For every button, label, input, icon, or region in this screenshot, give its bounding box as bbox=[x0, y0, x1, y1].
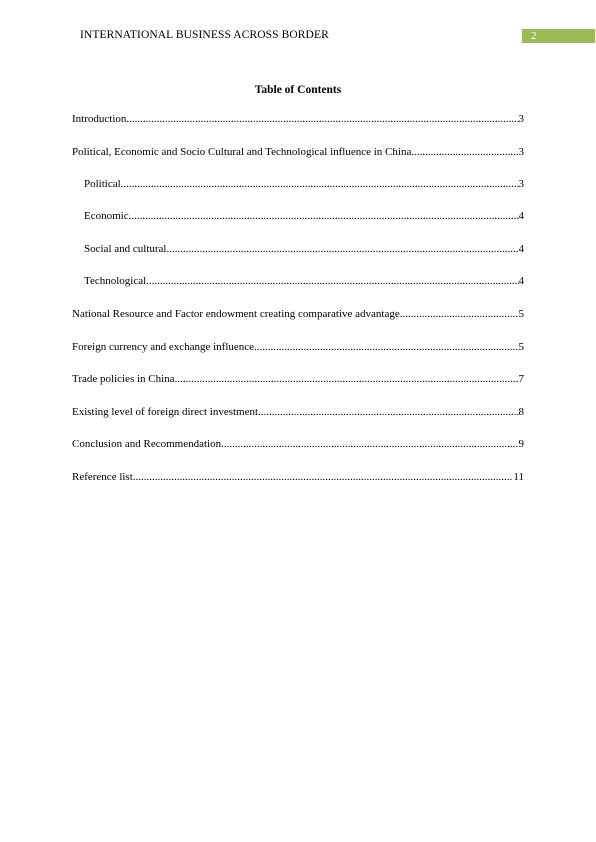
toc-entry-introduction[interactable] bbox=[72, 112, 524, 126]
toc-entry-national-resource[interactable] bbox=[72, 307, 524, 321]
toc-entry-page[interactable]: 3 bbox=[518, 146, 524, 158]
toc-dot-leader bbox=[254, 340, 518, 354]
toc-dot-leader bbox=[400, 307, 519, 321]
toc-entry-label[interactable]: Existing level of foreign direct investment bbox=[72, 406, 259, 418]
toc-entry-trade-policies[interactable] bbox=[72, 372, 524, 386]
toc-entry-page[interactable]: 4 bbox=[518, 243, 524, 255]
running-header-title: INTERNATIONAL BUSINESS ACROSS BORDER bbox=[80, 29, 329, 41]
toc-entry-page[interactable]: 5 bbox=[518, 341, 524, 353]
toc-entry-label[interactable]: National Resource and Factor endowment creating comparative advantage bbox=[72, 308, 400, 320]
toc-dot-leader bbox=[126, 112, 518, 126]
toc-dot-leader bbox=[411, 145, 518, 159]
toc-entry-foreign-currency[interactable] bbox=[72, 340, 524, 354]
toc-entry-political[interactable] bbox=[84, 177, 524, 191]
toc-dot-leader bbox=[166, 242, 518, 256]
toc-dot-leader bbox=[121, 177, 519, 191]
toc-entry-label[interactable]: Foreign currency and exchange influence bbox=[72, 341, 255, 353]
toc-dot-leader bbox=[146, 274, 518, 288]
toc-entry-page[interactable]: 4 bbox=[518, 275, 524, 287]
toc-entry-label[interactable]: Conclusion and Recommendation bbox=[72, 438, 222, 450]
toc-dot-leader bbox=[221, 437, 518, 451]
toc-entry-page[interactable]: 8 bbox=[518, 406, 524, 418]
toc-dot-leader bbox=[129, 209, 519, 223]
toc-entry-label[interactable]: Social and cultural bbox=[84, 243, 167, 255]
toc-heading: Table of Contents bbox=[254, 84, 342, 96]
toc-entry-page[interactable]: 9 bbox=[518, 438, 524, 450]
toc-entry-label[interactable]: Technological bbox=[84, 275, 147, 287]
toc-entry-reference-list[interactable] bbox=[72, 470, 524, 484]
toc-entry-economic[interactable] bbox=[84, 209, 524, 223]
toc-entry-social-cultural[interactable] bbox=[84, 242, 524, 256]
toc-entry-page[interactable]: 11 bbox=[513, 471, 524, 483]
toc-entry-conclusion[interactable] bbox=[72, 437, 524, 451]
toc-entry-label[interactable]: Economic bbox=[84, 210, 129, 222]
toc-entry-label[interactable]: Reference list bbox=[72, 471, 133, 483]
toc-dot-leader bbox=[175, 372, 519, 386]
toc-entry-page[interactable]: 5 bbox=[518, 308, 524, 320]
toc-entry-label[interactable]: Trade policies in China bbox=[72, 373, 175, 385]
toc-entry-page[interactable]: 3 bbox=[518, 113, 524, 125]
toc-entry-technological[interactable] bbox=[84, 274, 524, 288]
toc-entry-pest-influence[interactable] bbox=[72, 145, 524, 159]
toc-entry-page[interactable]: 4 bbox=[518, 210, 524, 222]
toc-entry-label[interactable]: Introduction bbox=[72, 113, 127, 125]
toc-entry-label[interactable]: Political, Economic and Socio Cultural and Technological influence in China bbox=[72, 146, 412, 158]
toc-dot-leader bbox=[133, 470, 514, 484]
toc-entry-fdi[interactable] bbox=[72, 405, 524, 419]
page-number: 2 bbox=[531, 30, 537, 42]
toc-entry-label[interactable]: Political bbox=[84, 178, 121, 190]
toc-dot-leader bbox=[258, 405, 518, 419]
toc-entry-page[interactable]: 3 bbox=[518, 178, 524, 190]
toc-entry-page[interactable]: 7 bbox=[518, 373, 524, 385]
